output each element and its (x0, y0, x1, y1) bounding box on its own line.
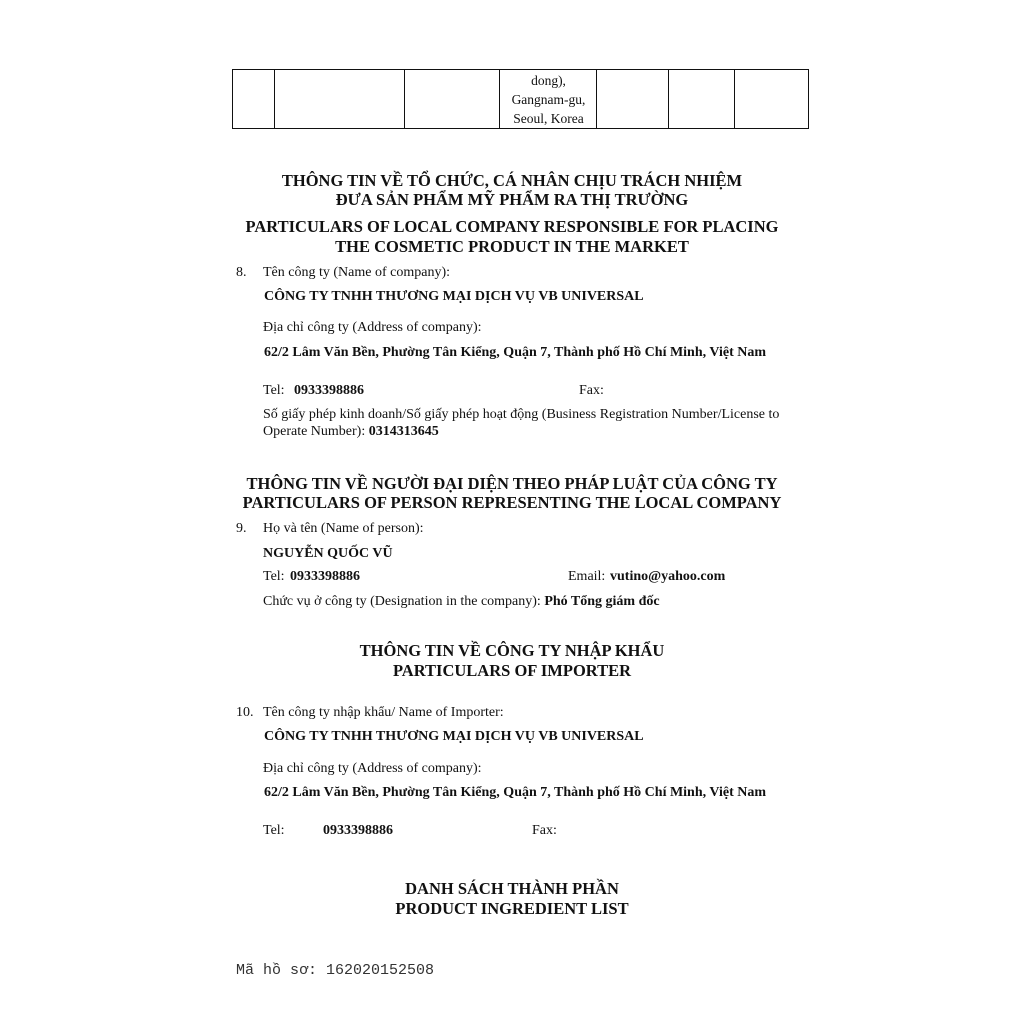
tel-value: 0933398886 (323, 823, 393, 838)
person-name-label: Họ và tên (Name of person): (263, 521, 424, 536)
table-cell (404, 69, 500, 129)
item-number: 8. (236, 265, 247, 280)
tel-label: Tel: (263, 823, 285, 838)
company-address-label: Địa chỉ công ty (Address of company): (263, 320, 482, 335)
item-number: 9. (236, 521, 247, 536)
importer-address: 62/2 Lâm Văn Bền, Phường Tân Kiểng, Quận 7, Thành phố Hồ Chí Minh, Việt Nam (264, 785, 767, 800)
tel-label: Tel: (263, 383, 285, 398)
table-cell (596, 69, 669, 129)
license-line-2 (263, 423, 439, 440)
section-heading-vi: DANH SÁCH THÀNH PHẦN (405, 879, 619, 898)
designation-label: Chức vụ ở công ty (Designation in the company): (263, 594, 541, 609)
section-heading-vi: THÔNG TIN VỀ NGƯỜI ĐẠI DIỆN THEO PHÁP LUẬT CỦA CÔNG TY (246, 474, 778, 493)
section-heading-en: PRODUCT INGREDIENT LIST (395, 899, 629, 918)
section-heading-en: PARTICULARS OF LOCAL COMPANY RESPONSIBLE FOR PLACING (245, 217, 779, 236)
item-number: 10. (236, 705, 254, 720)
importer-name: CÔNG TY TNHH THƯƠNG MẠI DỊCH VỤ VB UNIVERSAL (264, 729, 644, 744)
email-label: Email: (568, 569, 606, 584)
tel-value: 0933398886 (294, 383, 364, 398)
manufacturer-table-fragment (232, 69, 809, 129)
section-heading-en: PARTICULARS OF IMPORTER (392, 661, 632, 680)
file-code: Mã hồ sơ: 162020152508 (236, 962, 435, 979)
section-heading-vi: THÔNG TIN VỀ TỔ CHỨC, CÁ NHÂN CHỊU TRÁCH NHIỆM (281, 171, 743, 190)
company-address: 62/2 Lâm Văn Bền, Phường Tân Kiểng, Quận 7, Thành phố Hồ Chí Minh, Việt Nam (264, 345, 767, 360)
importer-name-label: Tên công ty nhập khẩu/ Name of Importer: (263, 705, 504, 720)
company-name-label: Tên công ty (Name of company): (263, 265, 450, 280)
importer-address-label: Địa chỉ công ty (Address of company): (263, 761, 482, 776)
table-cell (274, 69, 405, 129)
table-cell-address (499, 69, 597, 129)
person-name: NGUYỄN QUỐC VŨ (263, 546, 393, 561)
table-cell (668, 69, 735, 129)
company-name: CÔNG TY TNHH THƯƠNG MẠI DỊCH VỤ VB UNIVERSAL (264, 289, 644, 304)
section-heading-en: PARTICULARS OF PERSON REPRESENTING THE LOCAL COMPANY (242, 493, 782, 512)
section-heading-vi: ĐƯA SẢN PHẨM MỸ PHẨM RA THỊ TRƯỜNG (335, 190, 689, 209)
table-cell (232, 69, 275, 129)
license-label: Số giấy phép kinh doanh/Số giấy phép hoạt động (Business Registration Number/License to (263, 407, 780, 422)
email-value: vutino@yahoo.com (610, 569, 726, 584)
fax-label: Fax: (579, 383, 604, 398)
table-cell (734, 69, 809, 129)
address-line: Gangnam-gu, (511, 92, 586, 107)
section-heading-en: THE COSMETIC PRODUCT IN THE MARKET (335, 237, 689, 256)
section-heading-vi: THÔNG TIN VỀ CÔNG TY NHẬP KHẨU (359, 641, 665, 660)
designation-value: Phó Tổng giám đốc (544, 594, 660, 609)
license-number: 0314313645 (368, 424, 439, 439)
designation-line (263, 593, 660, 610)
tel-label: Tel: (263, 569, 285, 584)
address-line: Seoul, Korea (513, 111, 584, 126)
tel-value: 0933398886 (290, 569, 360, 584)
address-line: dong), (531, 73, 566, 88)
fax-label: Fax: (532, 823, 557, 838)
license-label-cont: Operate Number): (263, 424, 366, 439)
